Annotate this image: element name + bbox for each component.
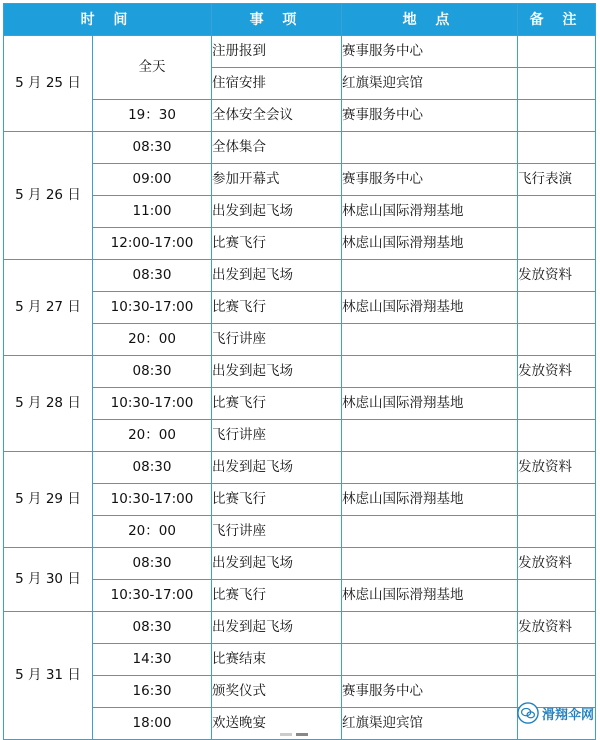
place-cell xyxy=(342,452,518,484)
schedule-row xyxy=(4,580,596,612)
time-cell: 10:30-17:00 xyxy=(93,292,212,324)
place-cell xyxy=(342,260,518,292)
item-cell: 比赛飞行 xyxy=(212,580,342,612)
note-cell: 发放资料 xyxy=(518,612,596,644)
item-cell: 比赛飞行 xyxy=(212,292,342,324)
time-cell: 12:00-17:00 xyxy=(93,228,212,260)
item-cell: 出发到起飞场 xyxy=(212,612,342,644)
watermark xyxy=(517,702,594,724)
note-cell: 发放资料 xyxy=(518,452,596,484)
item-cell: 出发到起飞场 xyxy=(212,260,342,292)
item-cell: 飞行讲座 xyxy=(212,324,342,356)
time-cell: 10:30-17:00 xyxy=(93,580,212,612)
schedule-row xyxy=(4,228,596,260)
note-cell xyxy=(518,228,596,260)
note-cell xyxy=(518,292,596,324)
schedule-row xyxy=(4,132,596,164)
header-place: 地 点 xyxy=(342,4,518,36)
pager-dot xyxy=(280,733,292,736)
place-cell: 林虑山国际滑翔基地 xyxy=(342,228,518,260)
note-cell xyxy=(518,132,596,164)
date-cell: 5 月 27 日 xyxy=(4,260,93,356)
place-cell xyxy=(342,612,518,644)
schedule-row xyxy=(4,100,596,132)
time-cell: 16:30 xyxy=(93,676,212,708)
note-cell xyxy=(518,484,596,516)
schedule-row xyxy=(4,388,596,420)
item-cell: 比赛飞行 xyxy=(212,388,342,420)
time-cell: 09:00 xyxy=(93,164,212,196)
header-row xyxy=(4,4,596,36)
place-cell: 林虑山国际滑翔基地 xyxy=(342,388,518,420)
schedule-row xyxy=(4,644,596,676)
watermark-text: 滑翔伞网 xyxy=(541,707,594,723)
date-cell: 5 月 31 日 xyxy=(4,612,93,740)
note-cell xyxy=(518,36,596,68)
date-cell: 5 月 25 日 xyxy=(4,36,93,132)
schedule-body xyxy=(4,36,596,740)
schedule-row xyxy=(4,676,596,708)
time-cell: 08:30 xyxy=(93,452,212,484)
schedule-row xyxy=(4,516,596,548)
time-cell: 全天 xyxy=(93,36,212,100)
place-cell xyxy=(342,516,518,548)
date-cell: 5 月 30 日 xyxy=(4,548,93,612)
item-cell: 注册报到 xyxy=(212,36,342,68)
note-cell xyxy=(518,100,596,132)
note-cell xyxy=(518,580,596,612)
time-cell: 18:00 xyxy=(93,708,212,740)
item-cell: 全体集合 xyxy=(212,132,342,164)
schedule-row xyxy=(4,484,596,516)
note-cell: 发放资料 xyxy=(518,356,596,388)
note-cell xyxy=(518,68,596,100)
time-cell: 10:30-17:00 xyxy=(93,484,212,516)
time-cell: 08:30 xyxy=(93,548,212,580)
item-cell: 欢送晚宴 xyxy=(212,708,342,740)
time-cell: 08:30 xyxy=(93,132,212,164)
wechat-logo-icon xyxy=(517,702,539,724)
place-cell xyxy=(342,548,518,580)
note-cell xyxy=(518,196,596,228)
place-cell xyxy=(342,356,518,388)
schedule-row xyxy=(4,36,596,68)
note-cell: 飞行表演 xyxy=(518,164,596,196)
header-note: 备 注 xyxy=(518,4,596,36)
time-cell: 08:30 xyxy=(93,260,212,292)
item-cell: 住宿安排 xyxy=(212,68,342,100)
schedule-row xyxy=(4,164,596,196)
schedule-row xyxy=(4,356,596,388)
image-pager xyxy=(280,733,308,736)
time-cell: 14:30 xyxy=(93,644,212,676)
pager-dot xyxy=(296,733,308,736)
date-cell: 5 月 26 日 xyxy=(4,132,93,260)
time-cell: 08:30 xyxy=(93,612,212,644)
item-cell: 出发到起飞场 xyxy=(212,452,342,484)
place-cell xyxy=(342,644,518,676)
item-cell: 飞行讲座 xyxy=(212,420,342,452)
item-cell: 飞行讲座 xyxy=(212,516,342,548)
note-cell xyxy=(518,324,596,356)
place-cell: 赛事服务中心 xyxy=(342,164,518,196)
note-cell xyxy=(518,420,596,452)
schedule-row xyxy=(4,324,596,356)
item-cell: 出发到起飞场 xyxy=(212,356,342,388)
note-cell xyxy=(518,516,596,548)
schedule-row xyxy=(4,196,596,228)
note-cell: 发放资料 xyxy=(518,548,596,580)
date-cell: 5 月 29 日 xyxy=(4,452,93,548)
note-cell xyxy=(518,388,596,420)
place-cell: 林虑山国际滑翔基地 xyxy=(342,484,518,516)
time-cell: 10:30-17:00 xyxy=(93,388,212,420)
header-item: 事 项 xyxy=(212,4,342,36)
date-cell: 5 月 28 日 xyxy=(4,356,93,452)
item-cell: 参加开幕式 xyxy=(212,164,342,196)
schedule-row xyxy=(4,260,596,292)
schedule-row xyxy=(4,292,596,324)
schedule-row xyxy=(4,548,596,580)
item-cell: 颁奖仪式 xyxy=(212,676,342,708)
place-cell xyxy=(342,132,518,164)
time-cell: 19：30 xyxy=(93,100,212,132)
item-cell: 比赛飞行 xyxy=(212,228,342,260)
header-time: 时 间 xyxy=(4,4,212,36)
item-cell: 出发到起飞场 xyxy=(212,548,342,580)
schedule-row xyxy=(4,420,596,452)
place-cell: 林虑山国际滑翔基地 xyxy=(342,196,518,228)
place-cell: 赛事服务中心 xyxy=(342,36,518,68)
place-cell: 红旗渠迎宾馆 xyxy=(342,68,518,100)
place-cell: 赛事服务中心 xyxy=(342,100,518,132)
time-cell: 20：00 xyxy=(93,516,212,548)
schedule-table xyxy=(3,3,596,740)
item-cell: 出发到起飞场 xyxy=(212,196,342,228)
place-cell: 林虑山国际滑翔基地 xyxy=(342,580,518,612)
place-cell: 林虑山国际滑翔基地 xyxy=(342,292,518,324)
time-cell: 08:30 xyxy=(93,356,212,388)
item-cell: 全体安全会议 xyxy=(212,100,342,132)
time-cell: 20：00 xyxy=(93,324,212,356)
place-cell: 赛事服务中心 xyxy=(342,676,518,708)
schedule-row xyxy=(4,452,596,484)
time-cell: 11:00 xyxy=(93,196,212,228)
place-cell xyxy=(342,420,518,452)
note-cell xyxy=(518,644,596,676)
item-cell: 比赛结束 xyxy=(212,644,342,676)
place-cell xyxy=(342,324,518,356)
time-cell: 20：00 xyxy=(93,420,212,452)
note-cell: 发放资料 xyxy=(518,260,596,292)
place-cell: 红旗渠迎宾馆 xyxy=(342,708,518,740)
item-cell: 比赛飞行 xyxy=(212,484,342,516)
schedule-row xyxy=(4,612,596,644)
